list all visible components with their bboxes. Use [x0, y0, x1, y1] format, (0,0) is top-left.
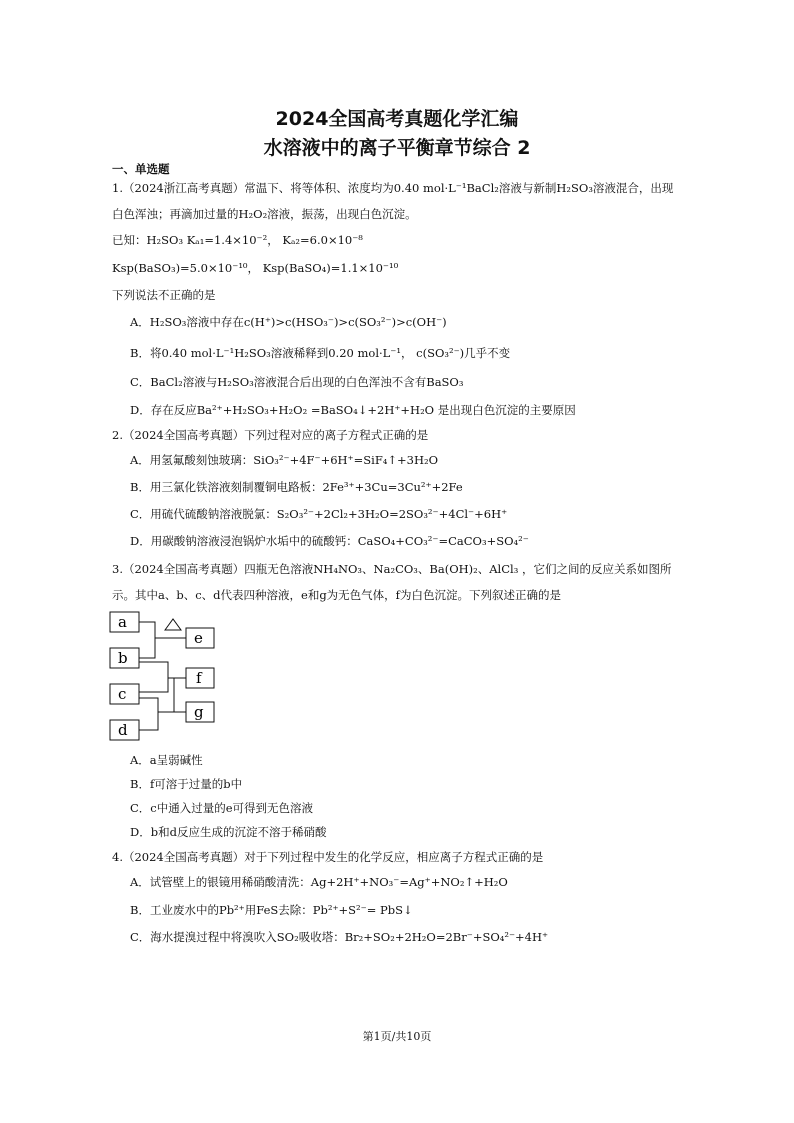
q3-option-c: C．c中通入过量的e可得到无色溶液 — [130, 801, 314, 815]
q1-option-d: D．存在反应Ba²⁺+H₂SO₃+H₂O₂ =BaSO₄↓+2H⁺+H₂O 是出现白色沉淀的主要原因 — [130, 403, 576, 417]
page-footer: 第1页/共10页 — [362, 1030, 432, 1043]
q2-stem: 2.（2024全国高考真题）下列过程对应的离子方程式正确的是 — [112, 428, 429, 442]
label-g: g — [194, 703, 204, 721]
q4-option-a: A．试管壁上的银镜用稀硝酸清洗：Ag+2H⁺+NO₃⁻=Ag⁺+NO₂↑+H₂O — [130, 875, 508, 889]
q2-option-a: A．用氢氟酸刻蚀玻璃：SiO₃²⁻+4F⁻+6H⁺=SiF₄↑+3H₂O — [130, 453, 439, 467]
label-d: d — [118, 721, 128, 739]
page-title-line2: 水溶液中的离子平衡章节综合 2 — [263, 137, 531, 159]
q1-option-a: A．H₂SO₃溶液中存在c(H⁺)>c(HSO₃⁻)>c(SO₃²⁻)>c(OH⁻) — [130, 315, 447, 329]
section-heading: 一、单选题 — [112, 162, 170, 176]
q1-question: 下列说法不正确的是 — [112, 288, 216, 302]
page-title-line1: 2024全国高考真题化学汇编 — [275, 108, 519, 130]
label-b: b — [118, 649, 128, 667]
q3-stem-line2: 示。其中a、b、c、d代表四种溶液，e和g为无色气体，f为白色沉淀。下列叙述正确的是 — [112, 588, 561, 602]
q3-option-d: D．b和d反应生成的沉淀不溶于稀硝酸 — [130, 825, 327, 839]
q1-stem-line2: 白色浑浊；再滴加过量的H₂O₂溶液，振荡，出现白色沉淀。 — [112, 207, 417, 221]
q3-stem-line1: 3.（2024全国高考真题）四瓶无色溶液NH₄NO₃、Na₂CO₃、Ba(OH)₂、AlCl₃ ，它们之间的反应关系如图所 — [112, 562, 672, 576]
q3-option-a: A．a呈弱碱性 — [130, 753, 203, 767]
label-f: f — [196, 669, 202, 687]
q1-option-c: C．BaCl₂溶液与H₂SO₃溶液混合后出现的白色浑浊不含有BaSO₃ — [130, 375, 464, 389]
reaction-diagram — [108, 608, 223, 744]
q1-known-2: Ksp(BaSO₃)=5.0×10⁻¹⁰， Ksp(BaSO₄)=1.1×10⁻¹⁰ — [112, 261, 399, 275]
q2-option-c: C．用硫代硫酸钠溶液脱氯：S₂O₃²⁻+2Cl₂+3H₂O=2SO₃²⁻+4Cl⁻+6H⁺ — [130, 507, 508, 521]
label-c: c — [118, 685, 127, 703]
q1-known-1: 已知：H₂SO₃ Kₐ₁=1.4×10⁻²， Kₐ₂=6.0×10⁻⁸ — [112, 233, 363, 247]
q1-option-b: B．将0.40 mol·L⁻¹H₂SO₃溶液稀释到0.20 mol·L⁻¹， c(SO₃²⁻)几乎不变 — [130, 346, 511, 360]
q4-option-c: C．海水提溴过程中将溴吹入SO₂吸收塔：Br₂+SO₂+2H₂O=2Br⁻+SO₄²⁻+4H⁺ — [130, 930, 549, 944]
q3-option-b: B．f可溶于过量的b中 — [130, 777, 243, 791]
label-a: a — [118, 613, 127, 631]
label-e: e — [194, 629, 203, 647]
q4-stem: 4.（2024全国高考真题）对于下列过程中发生的化学反应，相应离子方程式正确的是 — [112, 850, 544, 864]
q2-option-d: D．用碳酸钠溶液浸泡锅炉水垢中的硫酸钙：CaSO₄+CO₃²⁻=CaCO₃+SO₄²⁻ — [130, 534, 529, 548]
heat-triangle-icon — [165, 619, 181, 630]
q2-option-b: B．用三氯化铁溶液刻制覆铜电路板：2Fe³⁺+3Cu=3Cu²⁺+2Fe — [130, 480, 463, 494]
q4-option-b: B．工业废水中的Pb²⁺用FeS去除：Pb²⁺+S²⁻= PbS↓ — [130, 903, 413, 917]
q1-stem-line1: 1.（2024浙江高考真题）常温下、将等体积、浓度均为0.40 mol·L⁻¹BaCl₂溶液与新制H₂SO₃溶液混合，出现 — [112, 181, 674, 195]
